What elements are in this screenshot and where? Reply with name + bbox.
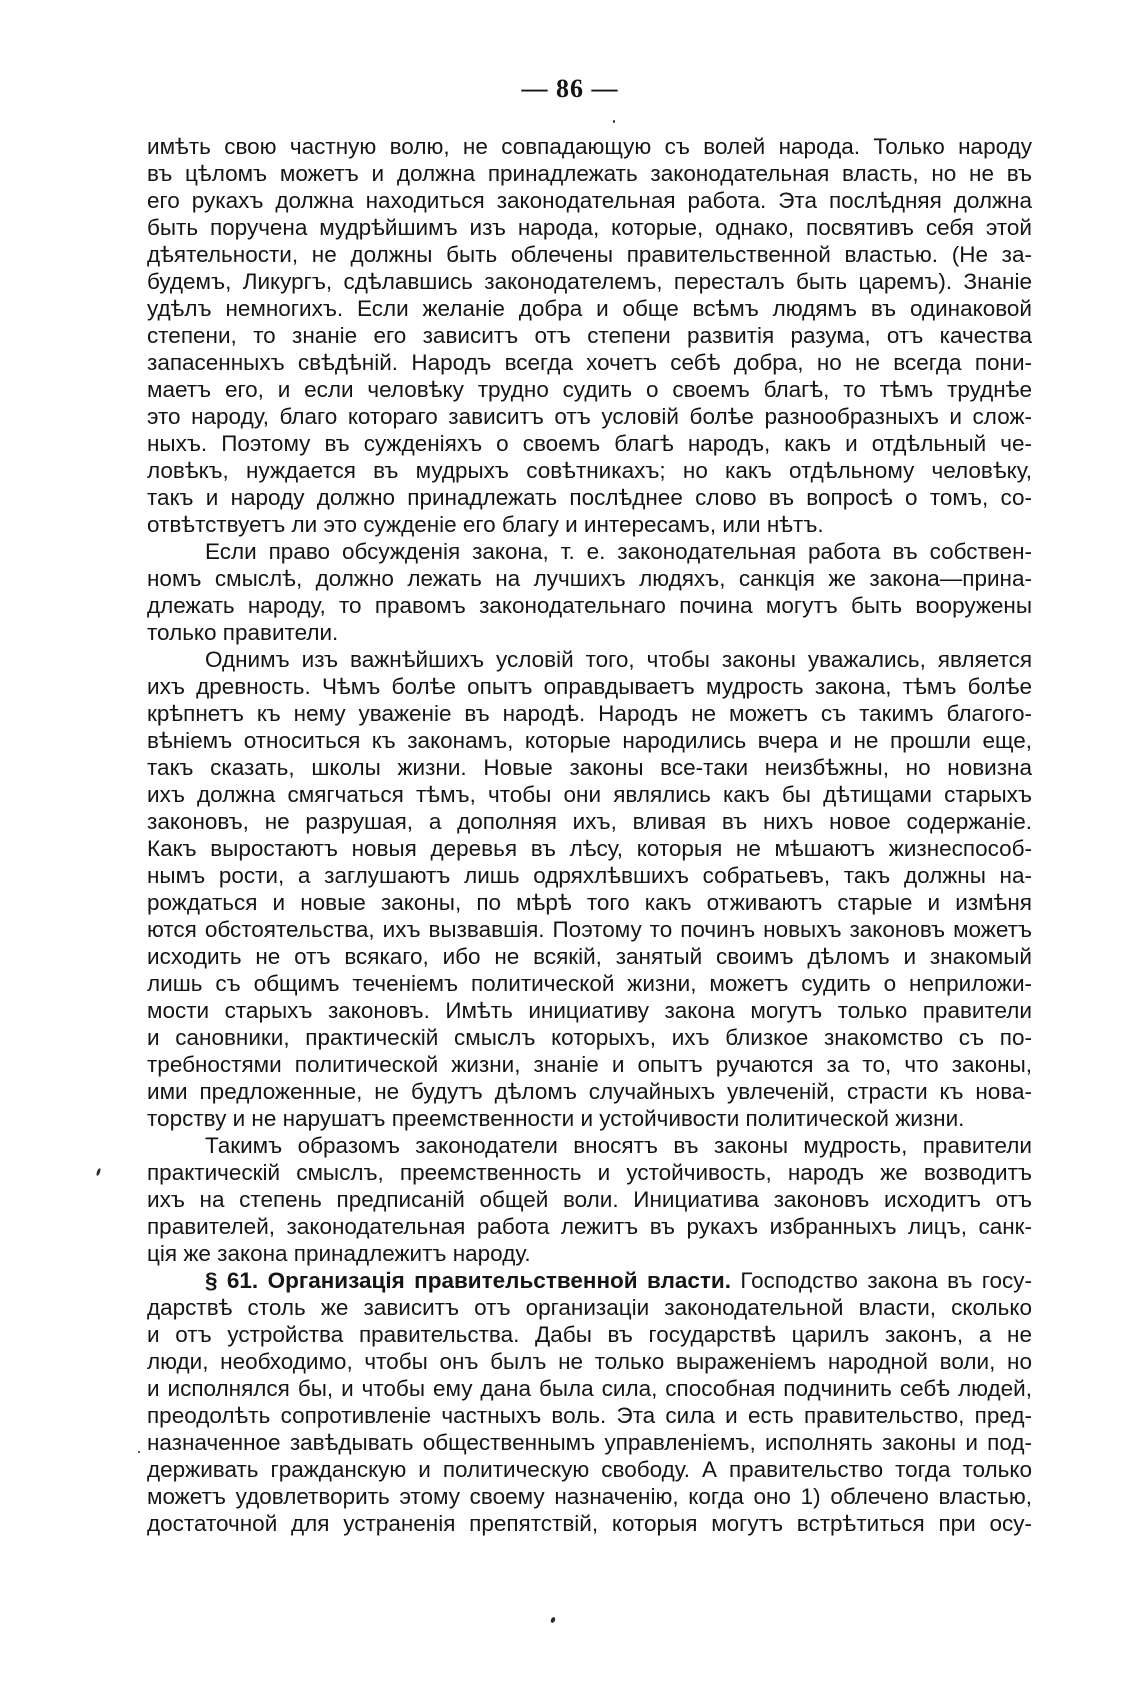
text-line: отвѣтствуетъ ли это сужденіе его благу и интересамъ, или нѣтъ. (147, 512, 824, 537)
text-line: требностями политической жизни, знаніе и опытъ ручаются за то, что законы, (147, 1052, 1032, 1077)
text-line: Однимъ изъ важнѣйшихъ условій того, чтобы законы уважались, является (205, 647, 1032, 672)
text-line: ихъ должна смягчаться тѣмъ, чтобы они являлись какъ бы дѣтищами старыхъ (147, 782, 1032, 807)
text-line: только правители. (147, 620, 339, 645)
text-line: Если право обсужденія закона, т. е. законодательная работа въ собствен- (205, 539, 1032, 564)
text-line: и исполнялся бы, и чтобы ему дана была сила, способная подчинить себѣ людей, (147, 1376, 1032, 1401)
text-line: вѣніемъ относиться къ законамъ, которые народились вчера и не прошли еще, (147, 728, 1032, 753)
text-line: въ цѣломъ можетъ и должна принадлежать законодательная власть, но не въ (147, 161, 1032, 186)
text-line: достаточной для устраненія препятствій, которыя могутъ встрѣтиться при осу- (147, 1511, 1032, 1536)
text-line: ими предложенные, не будутъ дѣломъ случайныхъ увлеченій, страсти къ нова- (147, 1079, 1032, 1104)
text-line: торству и не нарушатъ преемственности и устойчивости политической жизни. (147, 1106, 965, 1131)
text-line: назначенное завѣдывать общественнымъ управленіемъ, исполнять законы и под- (147, 1430, 1032, 1455)
text-line: это народу, благо котораго зависитъ отъ условій болѣе разнообразныхъ и слож- (147, 404, 1032, 429)
text-line: быть поручена мудрѣйшимъ изъ народа, которые, однако, посвятивъ себя этой (147, 215, 1032, 240)
text-line: его рукахъ должна находиться законодательная работа. Эта послѣдняя должна (147, 188, 1032, 213)
text-line: Такимъ образомъ законодатели вносятъ въ законы мудрость, правители (205, 1133, 1032, 1158)
scan-speck (550, 1616, 556, 1623)
text-line: запасенныхъ свѣдѣній. Народъ всегда хочетъ себѣ добра, но не всегда пони- (147, 350, 1032, 375)
text-line: и отъ устройства правительства. Дабы въ государствѣ царилъ законъ, а не (147, 1322, 1032, 1347)
text-line: удѣлъ немногихъ. Если желаніе добра и обще всѣмъ людямъ въ одинаковой (147, 296, 1032, 321)
scan-speck (613, 120, 615, 123)
text-line: такъ сказать, школы жизни. Новые законы все-таки неизбѣжны, но новизна (147, 755, 1032, 780)
text-line: дѣятельности, не должны быть облечены правительственной властью. (Не за- (147, 242, 1032, 267)
text-line: люди, необходимо, чтобы онъ былъ не только выраженіемъ народной воли, но (147, 1349, 1032, 1374)
text-line: имѣть свою частную волю, не совпадающую съ волей народа. Только народу (147, 134, 1032, 159)
text-line: правителей, законодательная работа лежитъ въ рукахъ избранныхъ лицъ, санк- (147, 1214, 1032, 1239)
text-line: исходить не отъ всякаго, ибо не всякій, занятый своимъ дѣломъ и знакомый (147, 944, 1032, 969)
text-line: практическій смыслъ, преемственность и устойчивость, народъ же возводитъ (147, 1160, 1032, 1185)
text-line: крѣпнетъ къ нему уваженіе въ народѣ. Народъ не можетъ съ такимъ благого- (147, 701, 1032, 726)
body-text (147, 133, 1032, 1537)
text-line: ныхъ. Поэтому въ сужденіяхъ о своемъ благѣ народъ, какъ и отдѣльный че- (147, 431, 1032, 456)
text-line: можетъ удовлетворить этому своему назначенію, когда оно 1) облечено властью, (147, 1484, 1032, 1509)
text-line: лишь съ общимъ теченіемъ политической жизни, можетъ судить о неприложи- (147, 971, 1032, 996)
text-line: мости старыхъ законовъ. Имѣть инициативу закона могутъ только правители (147, 998, 1032, 1023)
text-line: Какъ выростаютъ новыя деревья въ лѣсу, которыя не мѣшаютъ жизнеспособ- (147, 836, 1032, 861)
text-line: номъ смыслѣ, должно лежать на лучшихъ людяхъ, санкція же закона—прина- (147, 566, 1032, 591)
page-number: — 86 — (521, 74, 619, 103)
text-line: держивать гражданскую и политическую свободу. А правительство тогда только (147, 1457, 1032, 1482)
text-line: нымъ рости, а заглушаютъ лишь одряхлѣвшихъ собратьевъ, такъ должны на- (147, 863, 1032, 888)
text-line: такъ и народу должно принадлежать послѣднее слово въ вопросѣ о томъ, со- (147, 485, 1032, 510)
text-line: степени, то знаніе его зависитъ отъ степени развитія разума, отъ качества (147, 323, 1032, 348)
text-line: маетъ его, и если человѣку трудно судить о своемъ благѣ, то тѣмъ труднѣе (147, 377, 1032, 402)
text-line: ихъ на степень предписаній общей воли. Инициатива законовъ исходитъ отъ (147, 1187, 1032, 1212)
text-line: ловѣкъ, нуждается въ мудрыхъ совѣтникахъ; но какъ отдѣльному человѣку, (147, 458, 1032, 483)
text-line: длежать народу, то правомъ законодательнаго почина могутъ быть вооружены (147, 593, 1032, 618)
text-line: ются обстоятельства, ихъ вызвавшія. Поэтому то починъ новыхъ законовъ можетъ (147, 917, 1032, 942)
text-line: ція же закона принадлежитъ народу. (147, 1241, 531, 1266)
scan-speck (138, 1451, 140, 1453)
scan-speck (96, 1168, 102, 1177)
text-line: рождаться и новые законы, по мѣрѣ того какъ отживаютъ старые и измѣня (147, 890, 1032, 915)
text-line: законовъ, не разрушая, а дополняя ихъ, вливая въ нихъ новое содержаніе. (147, 809, 1032, 834)
text-line: и сановники, практическій смыслъ которыхъ, ихъ близкое знакомство съ по- (147, 1025, 1032, 1050)
text-line: дарствѣ столь же зависитъ отъ организаціи законодательной власти, сколько (147, 1295, 1032, 1320)
text-line: Господство закона въ госу- (740, 1268, 1032, 1293)
text-line: будемъ, Ликургъ, сдѣлавшись законодателемъ, пересталъ быть царемъ). Знаніе (147, 269, 1032, 294)
text-line: ихъ древность. Чѣмъ болѣе опытъ оправдываетъ мудрость закона, тѣмъ болѣе (147, 674, 1032, 699)
section-heading: § 61. Организація правительственной власти. (205, 1268, 731, 1293)
text-line: преодолѣть сопротивленіе частныхъ воль. Эта сила и есть правительство, пред- (147, 1403, 1032, 1428)
section-61-first-line (147, 1267, 1032, 1294)
